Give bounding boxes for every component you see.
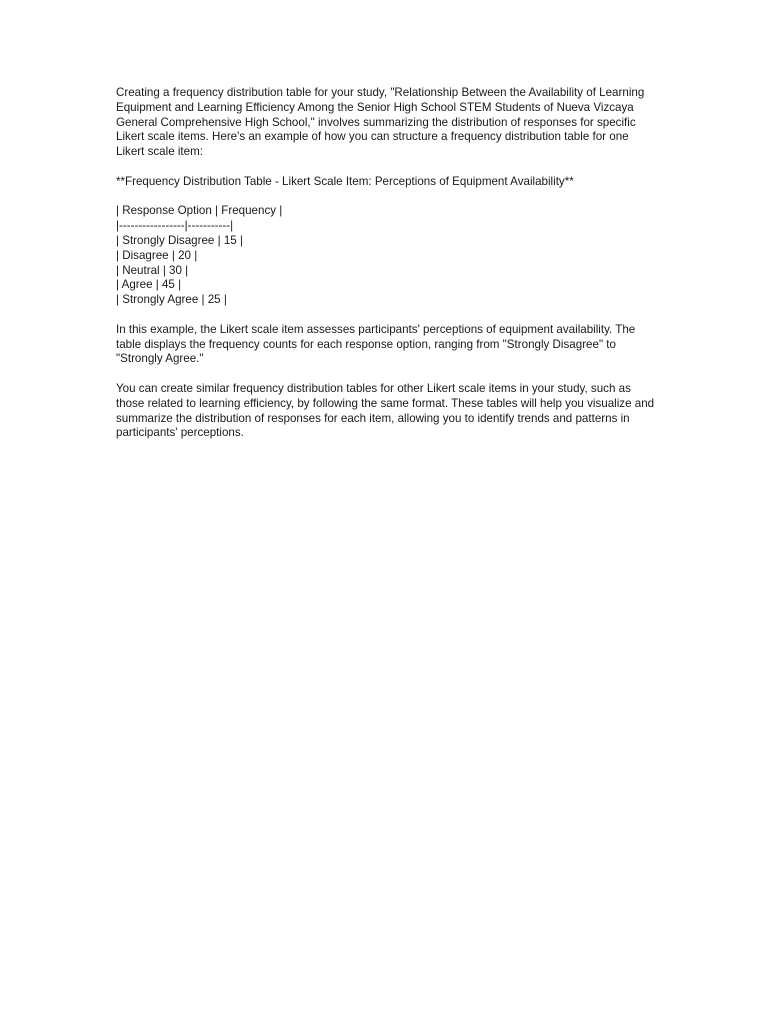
table-line-separator: |-----------------|-----------| [116,219,234,233]
table-line-disagree: | Disagree | 20 | [116,248,198,262]
intro-paragraph: Creating a frequency distribution table for your study, "Relationship Between the Availability of Learning Equipment and Learning Efficiency Among the Senior High School STEM Students of Nueva Vizcaya General Comprehensive High School," involves summarizing the distribution of responses for specific Likert scale items. Here's an example of how you can structure a frequency distribution table for one Likert scale item: [116,86,645,159]
table-line-strongly-disagree: | Strongly Disagree | 15 | [116,233,243,247]
table-line-header: | Response Option | Frequency | [116,204,283,218]
explanation-paragraph: In this example, the Likert scale item assesses participants' perceptions of equipment availability. The table displays the frequency counts for each response option, ranging from "Strongly Disagree" to "Strongly Agree." [116,322,636,366]
frequency-table-text [116,204,656,308]
closing-paragraph: You can create similar frequency distribution tables for other Likert scale items in your study, such as those related to learning efficiency, by following the same format. These tables will help you visualize and summarize the distribution of responses for each item, allowing you to identify trends and patterns in participants' perceptions. [116,381,655,440]
table-line-agree: | Agree | 45 | [116,278,182,292]
document-body [116,86,656,456]
table-line-neutral: | Neutral | 30 | [116,263,189,277]
table-line-strongly-agree: | Strongly Agree | 25 | [116,293,227,307]
table-heading: **Frequency Distribution Table - Likert Scale Item: Perceptions of Equipment Availability** [116,174,574,188]
